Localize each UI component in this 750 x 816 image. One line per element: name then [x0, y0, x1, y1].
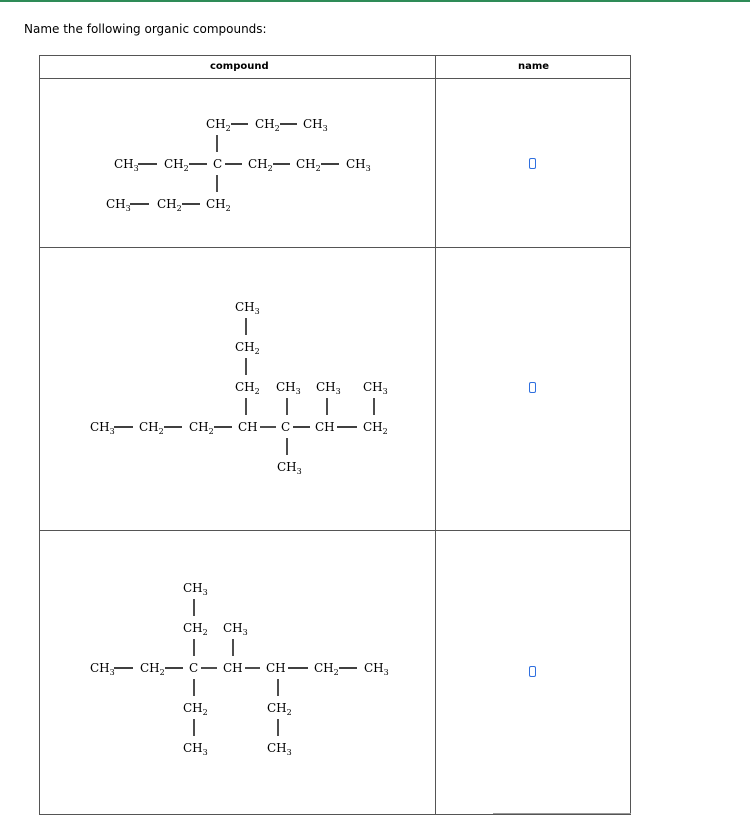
svg-text:CH3: $CH_3$: [346, 157, 371, 173]
svg-text:CH2: $CH_2$: [183, 701, 208, 717]
svg-text:CH2: $CH_2$: [140, 661, 165, 677]
svg-text:CH3: $CH_3$: [277, 460, 302, 476]
svg-text:CH2: $CH_2$: [157, 197, 182, 213]
name-answer-box-2[interactable]: [529, 382, 536, 393]
name-answer-box-3[interactable]: [529, 666, 536, 677]
column-divider: [435, 56, 436, 814]
compound-structure-2: [40, 248, 435, 530]
svg-text:C: C: [213, 157, 223, 171]
svg-text:CH2: $CH_2$: [235, 340, 260, 356]
svg-text:CH3: $CH_3$: [363, 380, 388, 396]
svg-text:CH2: $CH_2$: [248, 157, 273, 173]
svg-text:CH2: $CH_2$: [255, 117, 280, 133]
structure-1-text: [106, 117, 371, 213]
svg-text:CH3: $CH_3$: [183, 741, 208, 757]
svg-text:CH2: $CH_2$: [206, 197, 231, 213]
svg-text:CH2: $CH_2$: [267, 701, 292, 717]
svg-text:CH: CH: [238, 420, 258, 434]
svg-text:CH3: $CH_3$: [364, 661, 389, 677]
svg-text:CH2: $CH_2$: [296, 157, 321, 173]
svg-text:CH2: $CH_2$: [363, 420, 388, 436]
svg-text:CH3: $CH_3$: [106, 197, 131, 213]
compound-structure-1: [40, 79, 435, 247]
question-prompt: Name the following organic compounds:: [24, 22, 267, 36]
svg-text:CH2: $CH_2$: [183, 621, 208, 637]
column-header-compound: compound: [210, 61, 269, 72]
svg-text:CH: CH: [315, 420, 335, 434]
svg-text:CH3: $CH_3$: [316, 380, 341, 396]
svg-text:CH3: $CH_3$: [303, 117, 328, 133]
svg-text:CH3: $CH_3$: [235, 300, 260, 316]
svg-text:CH: CH: [266, 661, 286, 675]
svg-text:C: C: [189, 661, 199, 675]
compound-table: [39, 55, 631, 815]
name-answer-box-1[interactable]: [529, 158, 536, 169]
svg-text:CH3: $CH_3$: [90, 661, 115, 677]
svg-text:CH2: $CH_2$: [139, 420, 164, 436]
svg-text:CH2: $CH_2$: [314, 661, 339, 677]
bottom-rule: [493, 813, 631, 814]
svg-text:CH3: $CH_3$: [183, 581, 208, 597]
svg-text:CH3: $CH_3$: [114, 157, 139, 173]
svg-text:CH3: $CH_3$: [223, 621, 248, 637]
svg-text:CH3: $CH_3$: [267, 741, 292, 757]
svg-text:CH3: $CH_3$: [90, 420, 115, 436]
svg-text:CH: CH: [223, 661, 243, 675]
compound-structure-3: [40, 531, 435, 815]
svg-text:CH2: $CH_2$: [164, 157, 189, 173]
svg-text:CH2: $CH_2$: [235, 380, 260, 396]
svg-text:CH3: $CH_3$: [276, 380, 301, 396]
svg-text:C: C: [281, 420, 291, 434]
top-accent-bar: [0, 0, 750, 2]
svg-text:CH2: $CH_2$: [206, 117, 231, 133]
column-header-name: name: [518, 61, 550, 72]
svg-text:CH2: $CH_2$: [189, 420, 214, 436]
